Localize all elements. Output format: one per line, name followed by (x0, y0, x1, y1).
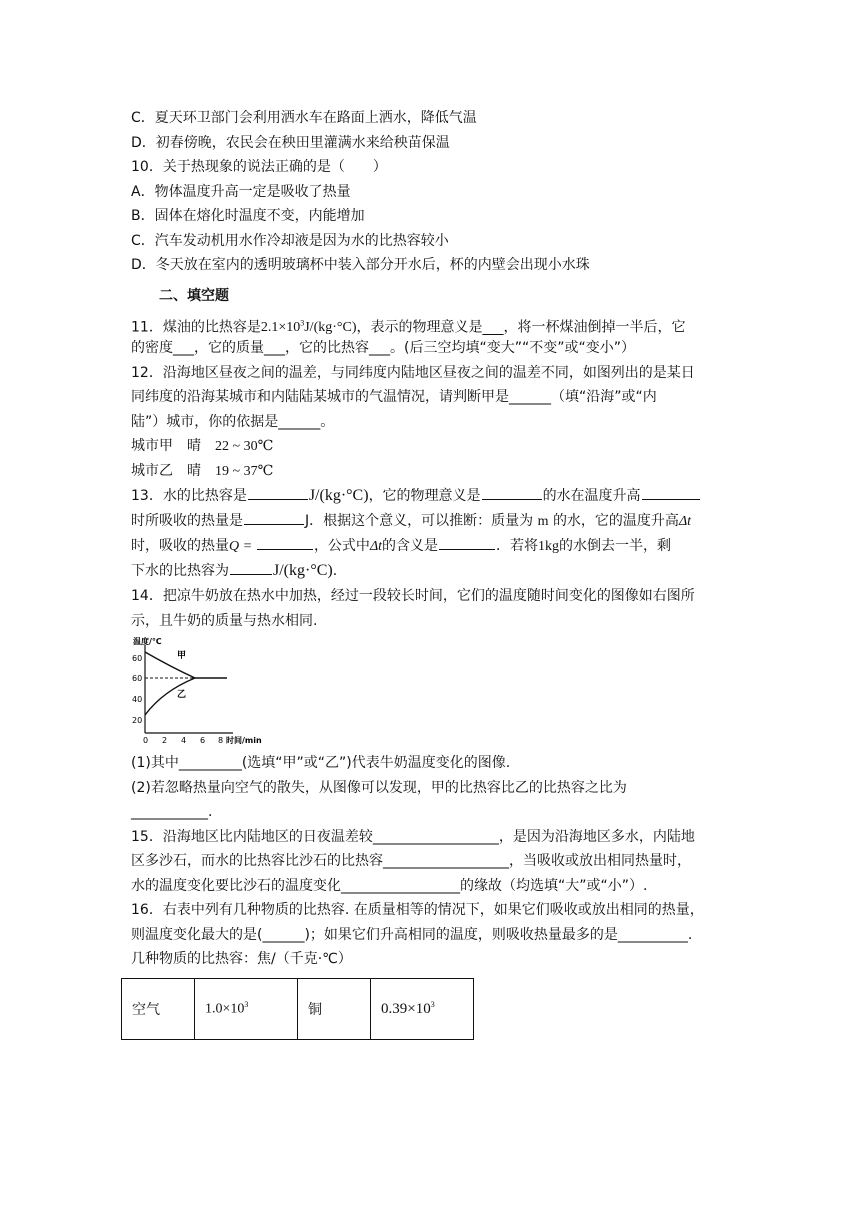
curve-label-yi: 乙 (177, 690, 187, 700)
question-13-line4: 下水的比热容为 J/(kg·°C). (131, 562, 338, 579)
question-15-line3: 水的温度变化要比沙石的温度变化_________________的缘故（均选填“大”或“小”）. (131, 877, 648, 894)
question-14-part2: (2)若忽略热量向空气的散失，从图像可以发现，甲的比热容比乙的比热容之比为 (131, 779, 627, 796)
option-b-q10: B．固体在熔化时温度不变，内能增加 (131, 208, 365, 224)
table-cell-air-value: $1.0\times 10^3$ (195, 978, 298, 1039)
curve-label-jia: 甲 (177, 651, 187, 661)
option-d-q9: D．初春傍晚，农民会在秧田里灌满水来给秧苗保温 (131, 134, 450, 151)
question-12-line2: 同纬度的沿海某城市和内陆陆某城市的气温情况，请判断甲是______（填“沿海”或“内 (131, 389, 657, 405)
question-14-part1: (1)其中_________(选填“甲”或“乙”)代表牛奶温度变化的图像. (131, 755, 511, 771)
y-tick: 60 (132, 654, 143, 663)
table-row (122, 978, 474, 1039)
x-tick: 2 (162, 736, 168, 745)
city-a-weather: 城市甲 晴 22 ~ 30℃ (131, 438, 274, 454)
question-11-line1: 11．煤油的比热容是$2.1\times 10^3J/(kg\cdot^\circ C)$，表示的物理意义是___，将一杯煤油倒掉一半后，它 (131, 318, 686, 336)
question-12-line3: 陆”）城市，你的依据是______。 (131, 413, 335, 430)
question-13-line2: 时所吸收的热量是 J．根据这个意义，可以推断：质量为 m 的水，它的温度升高Δt (131, 509, 731, 534)
question-16-line3: 几种物质的比热容：焦/（千克·℃） (131, 951, 352, 967)
kerosene-value: $2.1\times 10^3J/(kg\cdot^\circ C)$ (260, 318, 357, 336)
question-11-line2: 的密度___，它的质量___，它的比热容___。(后三空均填“变大”“不变”或“变小”） (131, 340, 635, 356)
document-page (131, 106, 731, 1040)
question-14-line1: 14．把凉牛奶放在热水中加热，经过一段较长时间，它们的温度随时间变化的图像如右图所 (131, 588, 695, 604)
option-c-q10: C．汽车发动机用水作冷却液是因为水的比热容较小 (131, 232, 449, 249)
question-13-line3: 时，吸收的热量Q = ，公式中Δt的含义是 ．若将1kg的水倒去一半，剩 (131, 534, 731, 559)
table-cell-copper: 铜 (298, 978, 371, 1039)
question-12-line1: 12．沿海地区昼夜之间的温差，与同纬度内陆地区昼夜之间的温差不同，如图列出的是某日 (131, 364, 695, 381)
temperature-time-graph (131, 633, 731, 751)
section-title: 二、填空题 (159, 287, 229, 304)
x-tick: 0 (143, 736, 149, 745)
y-tick: 40 (132, 695, 143, 704)
question-14-part2-blank: ___________. (131, 804, 213, 820)
option-a-q10: A．物体温度升高一定是吸收了热量 (131, 183, 351, 200)
x-tick: 6 (200, 736, 206, 745)
question-10: 10．关于热现象的说法正确的是（ ） (131, 159, 387, 175)
graph-svg (131, 635, 281, 747)
table-cell-copper-value: $0.39\times 10^3$ (371, 978, 474, 1039)
y-axis-label: 温度/℃ (133, 637, 162, 646)
option-c-q9: C．夏天环卫部门会利用洒水车在路面上洒水，降低气温 (131, 110, 477, 126)
curve-yi (145, 678, 195, 715)
table-cell-air: 空气 (122, 978, 195, 1039)
question-16-line1: 16．右表中列有几种物质的比热容. 在质量相等的情况下，如果它们吸收或放出相同的热量， (131, 902, 704, 918)
question-15-line2: 区多沙石，而水的比热容比沙石的比热容__________________，当吸收或放出相同热量时， (131, 853, 691, 869)
x-axis-label: 时间/min (226, 736, 262, 745)
option-d-q10: D．冬天放在室内的透明玻璃杯中装入部分开水后，杯的内壁会出现小水珠 (131, 257, 590, 273)
x-tick: 4 (181, 736, 187, 745)
specific-heat-table (121, 978, 474, 1040)
y-tick: 20 (132, 716, 143, 725)
y-tick: 60 (132, 674, 143, 683)
city-b-weather: 城市乙 晴 19 ~ 37℃ (131, 462, 274, 479)
x-tick: 8 (218, 736, 224, 745)
question-13-line1: 13．水的比热容是 J/(kg·°C)，它的物理意义是 的水在温度升高 (131, 483, 731, 509)
question-16-line2: 则温度变化最大的是(______)；如果它们升高相同的温度，则吸收热量最多的是__________. (131, 926, 693, 943)
question-14-line2: 示，且牛奶的质量与热水相同. (131, 612, 318, 629)
question-15-line1: 15．沿海地区比内陆地区的日夜温差较__________________，是因为沿海地区多水，内陆地 (131, 828, 695, 845)
